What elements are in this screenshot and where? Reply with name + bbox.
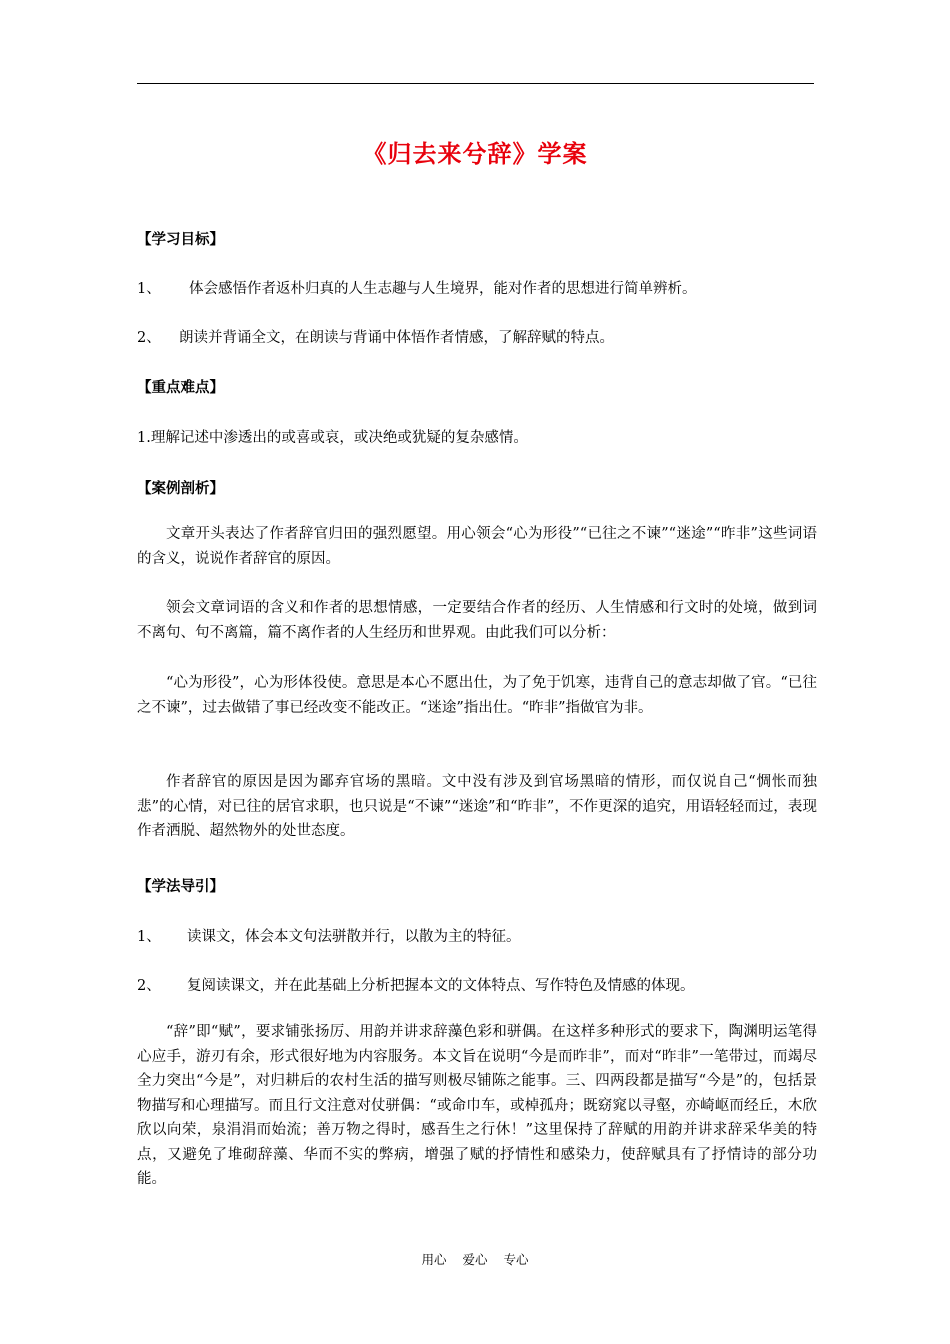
case-paragraph-4: 作者辞官的原因是因为鄙弃官场的黑暗。文中没有涉及到官场黑暗的情形，而仅说自己“惆怅而独悲”的心情，对已往的居官求职，也只说是“不谏”“迷途”和“昨非”，不作更深的追究，用语轻轻而过，表现作者洒脱、超然物外的处世态度。 xyxy=(137,774,817,839)
method-item-1-number: 1、 xyxy=(137,929,161,945)
goal-item-1-text: 体会感悟作者返朴归真的人生志趣与人生境界，能对作者的思想进行简单辨析。 xyxy=(189,281,697,297)
difficulty-item-1: 1.理解记述中渗透出的或喜或哀，或决绝或犹疑的复杂感情。 xyxy=(137,430,528,446)
method-paragraph: “辞”即“赋”，要求铺张扬厉、用韵并讲求辞藻色彩和骈偶。在这样多种形式的要求下，陶渊明运笔得心应手，游刃有余，形式很好地为内容服务。本文旨在说明“今是而昨非”，而对“昨非”一笔带过，而竭尽全力突出“今是”，对归耕后的农村生活的描写则极尽铺陈之能事。三、四两段都是描写“今是”的，包括景物描写和心理描写。而且行文注意对仗骈偶：“或命巾车，或棹孤舟；既窈窕以寻壑，亦崎岖而经丘，木欣欣以向荣，泉涓涓而始流；善万物之得时，感吾生之行休！”这里保持了辞赋的用韵并讲求辞采华美的特点，又避免了堆砌辞藻、华而不实的弊病，增强了赋的抒情性和感染力，使辞赋具有了抒情诗的部分功能。 xyxy=(137,1024,817,1187)
goal-item-2 xyxy=(137,326,614,347)
case-paragraph-2: 领会文章词语的含义和作者的思想情感，一定要结合作者的经历、人生情感和行文时的处境，做到词不离句、句不离篇，篇不离作者的人生经历和世界观。由此我们可以分析： xyxy=(137,600,817,641)
method-item-2-text: 复阅读课文，并在此基础上分析把握本文的文体特点、写作特色及情感的体现。 xyxy=(187,978,695,994)
case-paragraph-1: 文章开头表达了作者辞官归田的强烈愿望。用心领会“心为形役”“已往之不谏”“迷途”“昨非”这些词语的含义，说说作者辞官的原因。 xyxy=(137,526,817,567)
goal-item-2-text: 朗读并背诵全文，在朗读与背诵中体悟作者情感，了解辞赋的特点。 xyxy=(179,330,614,346)
goal-item-1-number: 1、 xyxy=(137,281,161,297)
document-title: 《归去来兮辞》学案 xyxy=(362,140,588,168)
header-rule xyxy=(137,83,814,84)
heading-key-difficulties: 【重点难点】 xyxy=(137,380,224,396)
page-footer: 用心 爱心 专心 xyxy=(421,1252,529,1267)
method-item-1 xyxy=(137,925,521,946)
method-item-2-number: 2、 xyxy=(137,978,161,994)
goal-item-1 xyxy=(137,277,697,298)
method-item-2 xyxy=(137,974,695,995)
heading-learning-goals: 【学习目标】 xyxy=(137,232,224,248)
heading-case-analysis: 【案例剖析】 xyxy=(137,481,224,497)
goal-item-2-number: 2、 xyxy=(137,330,161,346)
case-paragraph-3: “心为形役”，心为形体役使。意思是本心不愿出仕，为了免于饥寒，违背自己的意志却做了官。“已往之不谏”，过去做错了事已经改变不能改正。“迷途”指出仕。“昨非”指做官为非。 xyxy=(137,675,817,716)
method-item-1-text: 读课文，体会本文句法骈散并行，以散为主的特征。 xyxy=(187,929,521,945)
heading-study-method: 【学法导引】 xyxy=(137,879,224,895)
